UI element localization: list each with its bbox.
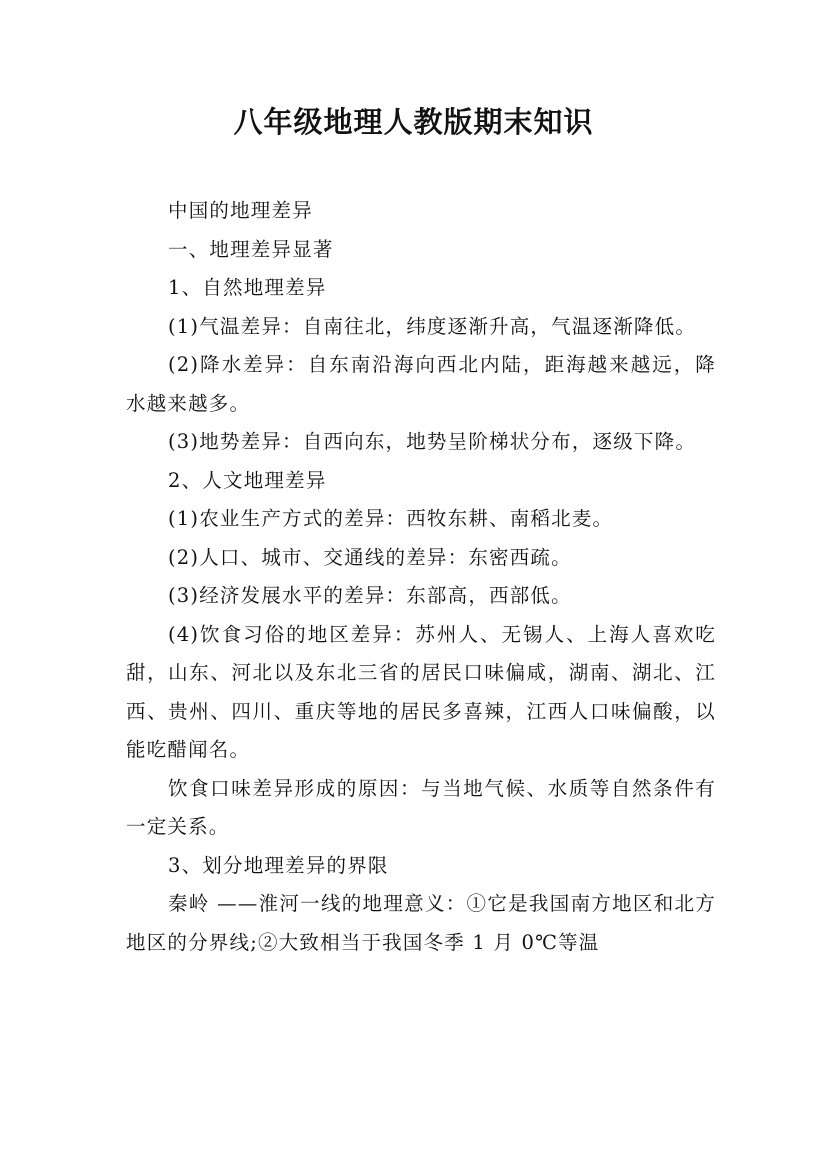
- heading-human-differences: 2、人文地理差异: [168, 468, 327, 492]
- document-body: [126, 192, 716, 962]
- paragraph-agriculture: (1)农业生产方式的差异：西牧东耕、南稻北麦。: [168, 507, 614, 530]
- heading-natural-differences: 1、自然地理差异: [168, 276, 327, 299]
- paragraph-taste-causes: 饮食口味差异形成的原因：与当地气候、水质等自然条件有一定关系。: [126, 776, 716, 838]
- paragraph-food-customs: (4)饮食习俗的地区差异：苏州人、无锡人、上海人喜欢吃甜，山东、河北以及东北三省的居民口味偏咸，湖南、湖北、江西、贵州、四川、重庆等地的居民多喜辣，江西人口味偏酸，以能吃醋闻名。: [126, 622, 716, 761]
- paragraph-qinling-huaihe: 秦岭 ——淮河一线的地理意义：①它是我国南方地区和北方地区的分界线;②大致相当于我国冬季 1 月 0℃等温: [126, 892, 716, 954]
- section-heading-geographic-differences: 中国的地理差异: [168, 199, 313, 222]
- paragraph-economy: (3)经济发展水平的差异：东部高，西部低。: [168, 584, 572, 607]
- document-title: 八年级地理人教版期末知识: [233, 105, 594, 139]
- paragraph-population: (2)人口、城市、交通线的差异：东密西疏。: [168, 545, 572, 569]
- heading-boundary: 3、划分地理差异的界限: [168, 853, 389, 877]
- paragraph-terrain: (3)地势差异：自西向东，地势呈阶梯状分布，逐级下降。: [168, 430, 697, 453]
- paragraph-temperature: (1)气温差异：自南往北，纬度逐渐升高，气温逐渐降低。: [168, 314, 697, 338]
- paragraph-precipitation: (2)降水差异：自东南沿海向西北内陆，距海越来越远，降水越来越多。: [126, 353, 716, 415]
- heading-differences-significant: 一、地理差异显著: [168, 237, 334, 261]
